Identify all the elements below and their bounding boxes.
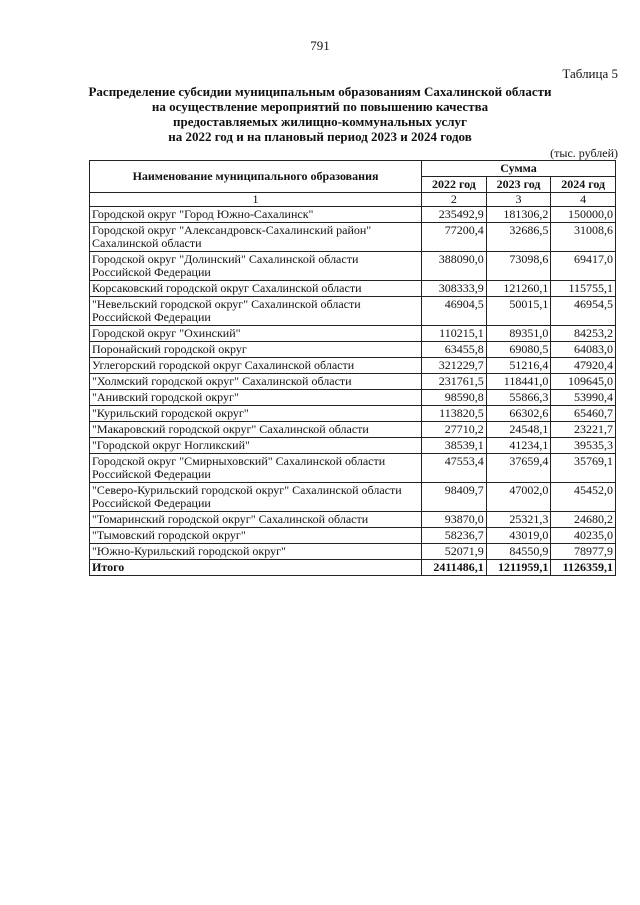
amount-2024: 84253,2 [551,326,616,342]
amount-2024: 46954,5 [551,297,616,326]
amount-2023: 37659,4 [486,454,551,483]
amount-2024: 109645,0 [551,374,616,390]
amount-2024: 31008,6 [551,223,616,252]
municipality-name: Поронайский городской округ [90,342,422,358]
year-header-2022: 2022 год [422,177,487,193]
municipality-name: "Макаровский городской округ" Сахалинской области [90,422,422,438]
document-title [80,84,560,144]
amount-2023: 73098,6 [486,252,551,281]
amount-2023: 41234,1 [486,438,551,454]
amount-2024: 23221,7 [551,422,616,438]
table-row [90,454,616,483]
amount-2023: 55866,3 [486,390,551,406]
amount-2024: 65460,7 [551,406,616,422]
amount-2024: 64083,0 [551,342,616,358]
year-header-2023: 2023 год [486,177,551,193]
title-line-4: на 2022 год и на плановый период 2023 и 2024 годов [168,129,472,144]
municipality-name: "Северо-Курильский городской округ" Сахалинской области Российской Федерации [90,483,422,512]
amount-2022: 63455,8 [422,342,487,358]
table-row [90,528,616,544]
table-row [90,358,616,374]
municipality-name: "Анивский городской округ" [90,390,422,406]
amount-2023: 181306,2 [486,207,551,223]
table-row [90,544,616,560]
table-row [90,252,616,281]
municipality-name: Городской округ "Охинский" [90,326,422,342]
amount-2024: 115755,1 [551,281,616,297]
column-index: 1 [90,193,422,207]
column-index: 4 [551,193,616,207]
amount-2022: 77200,4 [422,223,487,252]
amount-2023: 69080,5 [486,342,551,358]
amount-2022: 38539,1 [422,438,487,454]
name-column-header: Наименование муниципального образования [90,161,422,193]
amount-2024: 40235,0 [551,528,616,544]
amount-2024: 53990,4 [551,390,616,406]
amount-2023: 32686,5 [486,223,551,252]
table-row [90,342,616,358]
amount-2023: 121260,1 [486,281,551,297]
table-row [90,512,616,528]
table-row [90,390,616,406]
table-row [90,207,616,223]
amount-2022: 235492,9 [422,207,487,223]
amount-2022: 27710,2 [422,422,487,438]
amount-2023: 24548,1 [486,422,551,438]
amount-2023: 66302,6 [486,406,551,422]
municipality-name: Городской округ "Александровск-Сахалинский район" Сахалинской области [90,223,422,252]
amount-2024: 24680,2 [551,512,616,528]
table-row [90,223,616,252]
amount-2024: 150000,0 [551,207,616,223]
page-number: 791 [310,38,330,53]
municipality-name: "Южно-Курильский городской округ" [90,544,422,560]
amount-2024: 45452,0 [551,483,616,512]
municipality-name: "Курильский городской округ" [90,406,422,422]
header-row [90,161,616,177]
column-index: 3 [486,193,551,207]
amount-2022: 113820,5 [422,406,487,422]
amount-2022: 52071,9 [422,544,487,560]
amount-2023: 51216,4 [486,358,551,374]
table-row [90,297,616,326]
table-row [90,483,616,512]
column-index: 2 [422,193,487,207]
table-row [90,374,616,390]
municipality-name: "Томаринский городской округ" Сахалинской области [90,512,422,528]
total-row [90,560,616,576]
amount-2023: 50015,1 [486,297,551,326]
table-body [90,193,616,576]
municipality-name: Городской округ "Долинский" Сахалинской области Российской Федерации [90,252,422,281]
municipality-name: "Тымовский городской округ" [90,528,422,544]
amount-2024: 35769,1 [551,454,616,483]
title-line-3: предоставляемых жилищно-коммунальных услуг [173,114,467,129]
amount-2022: 58236,7 [422,528,487,544]
subsidy-table [89,160,616,576]
table-row [90,422,616,438]
amount-2022: 98409,7 [422,483,487,512]
amount-2023: 89351,0 [486,326,551,342]
municipality-name: Городской округ "Смирныховский" Сахалинской области Российской Федерации [90,454,422,483]
municipality-name: "Городской округ Ногликский" [90,438,422,454]
total-amount-2023: 1211959,1 [486,560,551,576]
total-amount-2024: 1126359,1 [551,560,616,576]
amount-2024: 39535,3 [551,438,616,454]
table-label: Таблица 5 [562,66,618,81]
amount-2023: 47002,0 [486,483,551,512]
amount-2022: 308333,9 [422,281,487,297]
table-row [90,438,616,454]
amount-2023: 118441,0 [486,374,551,390]
amount-2024: 78977,9 [551,544,616,560]
municipality-name: Городской округ "Город Южно-Сахалинск" [90,207,422,223]
table-row [90,281,616,297]
amount-2022: 98590,8 [422,390,487,406]
municipality-name: "Холмский городской округ" Сахалинской области [90,374,422,390]
table-row [90,406,616,422]
amount-2024: 69417,0 [551,252,616,281]
total-amount-2022: 2411486,1 [422,560,487,576]
municipality-name: "Невельский городской округ" Сахалинской области Российской Федерации [90,297,422,326]
amount-2022: 46904,5 [422,297,487,326]
amount-2022: 93870,0 [422,512,487,528]
total-label: Итого [90,560,422,576]
amount-2023: 25321,3 [486,512,551,528]
municipality-name: Корсаковский городской округ Сахалинской области [90,281,422,297]
title-line-2: на осуществление мероприятий по повышению качества [151,99,489,114]
amount-2023: 43019,0 [486,528,551,544]
units-label: (тыс. рублей) [550,146,618,160]
amount-2023: 84550,9 [486,544,551,560]
amount-2022: 47553,4 [422,454,487,483]
sum-column-header: Сумма [422,161,616,177]
amount-2024: 47920,4 [551,358,616,374]
amount-2022: 388090,0 [422,252,487,281]
column-index-row [90,193,616,207]
amount-2022: 321229,7 [422,358,487,374]
amount-2022: 231761,5 [422,374,487,390]
title-line-1: Распределение субсидии муниципальным образованиям Сахалинской области [88,84,552,99]
municipality-name: Углегорский городской округ Сахалинской области [90,358,422,374]
amount-2022: 110215,1 [422,326,487,342]
year-header-2024: 2024 год [551,177,616,193]
table-row [90,326,616,342]
